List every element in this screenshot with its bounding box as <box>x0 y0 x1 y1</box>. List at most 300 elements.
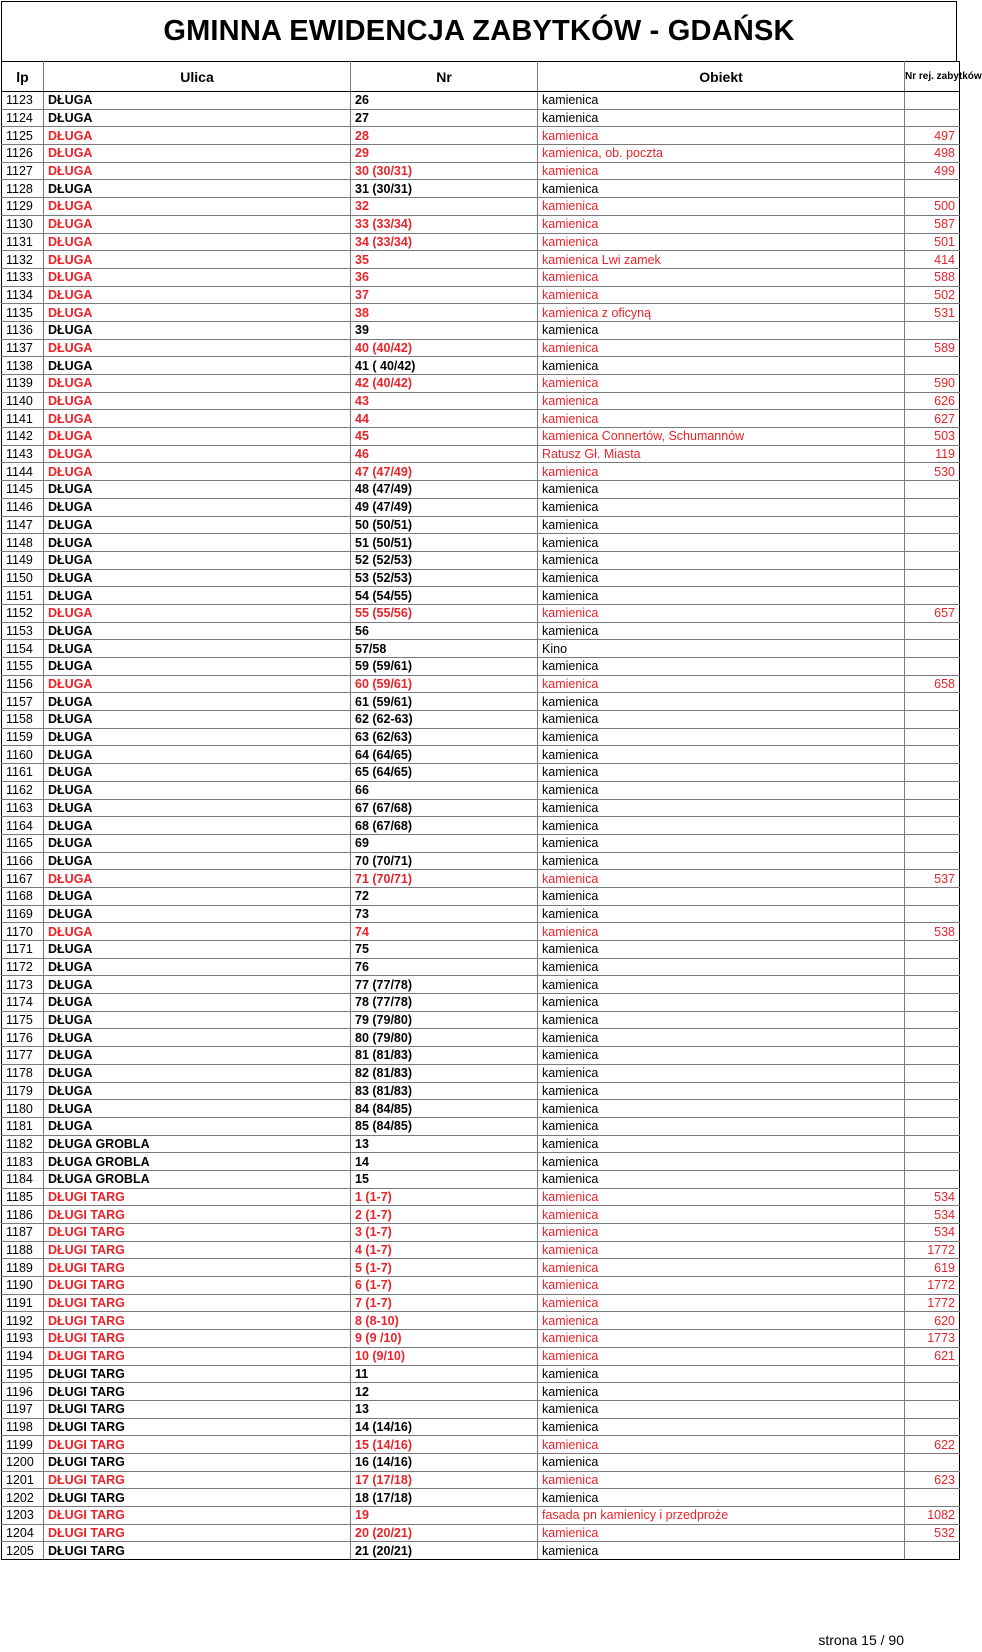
cell-nr-rej: 530 <box>905 463 960 481</box>
cell-nr-rej: 587 <box>905 215 960 233</box>
cell-nr-rej <box>905 180 960 198</box>
table-row <box>2 1064 960 1082</box>
cell-obiekt: kamienica <box>538 1117 905 1135</box>
table-row <box>2 923 960 941</box>
cell-nr-rej: 538 <box>905 923 960 941</box>
cell-lp: 1134 <box>2 286 44 304</box>
cell-lp: 1130 <box>2 215 44 233</box>
column-header-nr: Nr <box>351 62 538 92</box>
table-row <box>2 251 960 269</box>
cell-obiekt: kamienica <box>538 1436 905 1454</box>
cell-lp: 1205 <box>2 1542 44 1560</box>
cell-ulica: DŁUGA <box>44 569 351 587</box>
cell-ulica: DŁUGI TARG <box>44 1330 351 1348</box>
cell-lp: 1153 <box>2 622 44 640</box>
cell-obiekt: kamienica <box>538 1135 905 1153</box>
cell-nr-rej: 537 <box>905 870 960 888</box>
cell-obiekt: kamienica <box>538 286 905 304</box>
cell-nr-rej: 534 <box>905 1206 960 1224</box>
table-row <box>2 1170 960 1188</box>
cell-obiekt: kamienica Connertów, Schumannów <box>538 428 905 446</box>
cell-nr-rej <box>905 711 960 729</box>
cell-lp: 1144 <box>2 463 44 481</box>
cell-obiekt: kamienica <box>538 481 905 499</box>
table-row <box>2 1206 960 1224</box>
cell-nr: 85 (84/85) <box>351 1117 538 1135</box>
cell-nr: 41 ( 40/42) <box>351 357 538 375</box>
cell-ulica: DŁUGI TARG <box>44 1489 351 1507</box>
table-row <box>2 622 960 640</box>
cell-nr-rej <box>905 534 960 552</box>
cell-ulica: DŁUGA <box>44 870 351 888</box>
cell-nr: 38 <box>351 304 538 322</box>
cell-ulica: DŁUGA <box>44 304 351 322</box>
table-row <box>2 410 960 428</box>
cell-nr: 57/58 <box>351 640 538 658</box>
cell-obiekt: kamienica <box>538 958 905 976</box>
cell-nr-rej <box>905 1117 960 1135</box>
cell-ulica: DŁUGI TARG <box>44 1383 351 1401</box>
cell-ulica: DŁUGA <box>44 728 351 746</box>
cell-nr: 74 <box>351 923 538 941</box>
cell-nr: 21 (20/21) <box>351 1542 538 1560</box>
cell-lp: 1193 <box>2 1330 44 1348</box>
cell-nr-rej <box>905 887 960 905</box>
cell-obiekt: kamienica <box>538 1241 905 1259</box>
cell-ulica: DŁUGA <box>44 1082 351 1100</box>
cell-obiekt: kamienica <box>538 410 905 428</box>
cell-lp: 1160 <box>2 746 44 764</box>
table-row <box>2 1082 960 1100</box>
cell-nr-rej <box>905 1383 960 1401</box>
cell-obiekt: kamienica <box>538 534 905 552</box>
cell-obiekt: kamienica <box>538 498 905 516</box>
cell-nr: 60 (59/61) <box>351 675 538 693</box>
cell-obiekt: kamienica <box>538 1170 905 1188</box>
cell-obiekt: kamienica <box>538 357 905 375</box>
cell-ulica: DŁUGA <box>44 905 351 923</box>
cell-nr: 44 <box>351 410 538 428</box>
cell-nr: 13 <box>351 1135 538 1153</box>
cell-nr: 84 (84/85) <box>351 1100 538 1118</box>
cell-obiekt: kamienica <box>538 339 905 357</box>
cell-lp: 1164 <box>2 817 44 835</box>
cell-nr-rej <box>905 905 960 923</box>
cell-ulica: DŁUGI TARG <box>44 1365 351 1383</box>
cell-nr-rej: 531 <box>905 304 960 322</box>
table-row <box>2 198 960 216</box>
table-row <box>2 1400 960 1418</box>
cell-ulica: DŁUGI TARG <box>44 1241 351 1259</box>
cell-nr: 82 (81/83) <box>351 1064 538 1082</box>
cell-ulica: DŁUGA <box>44 587 351 605</box>
cell-nr-rej <box>905 958 960 976</box>
table-row <box>2 498 960 516</box>
cell-ulica: DŁUGI TARG <box>44 1418 351 1436</box>
cell-lp: 1125 <box>2 127 44 145</box>
cell-nr: 36 <box>351 268 538 286</box>
cell-nr: 49 (47/49) <box>351 498 538 516</box>
cell-ulica: DŁUGA <box>44 604 351 622</box>
cell-lp: 1126 <box>2 145 44 163</box>
cell-ulica: DŁUGA <box>44 498 351 516</box>
cell-lp: 1140 <box>2 392 44 410</box>
cell-nr: 45 <box>351 428 538 446</box>
cell-nr: 53 (52/53) <box>351 569 538 587</box>
cell-obiekt: kamienica <box>538 1542 905 1560</box>
cell-nr-rej <box>905 693 960 711</box>
cell-obiekt: kamienica <box>538 1347 905 1365</box>
table-row <box>2 834 960 852</box>
cell-ulica: DŁUGA <box>44 852 351 870</box>
cell-ulica: DŁUGA GROBLA <box>44 1170 351 1188</box>
cell-lp: 1166 <box>2 852 44 870</box>
cell-obiekt: kamienica, ob. poczta <box>538 145 905 163</box>
cell-obiekt: kamienica <box>538 941 905 959</box>
cell-nr: 48 (47/49) <box>351 481 538 499</box>
cell-nr: 34 (33/34) <box>351 233 538 251</box>
cell-nr: 9 (9 /10) <box>351 1330 538 1348</box>
cell-obiekt: kamienica <box>538 1206 905 1224</box>
cell-nr-rej: 589 <box>905 339 960 357</box>
cell-obiekt: kamienica <box>538 92 905 110</box>
cell-lp: 1178 <box>2 1064 44 1082</box>
table-row <box>2 764 960 782</box>
table-row <box>2 215 960 233</box>
cell-nr-rej <box>905 622 960 640</box>
cell-ulica: DŁUGA <box>44 251 351 269</box>
cell-obiekt: kamienica <box>538 1471 905 1489</box>
cell-nr-rej <box>905 781 960 799</box>
cell-obiekt: kamienica <box>538 1400 905 1418</box>
cell-nr-rej <box>905 1170 960 1188</box>
cell-obiekt: kamienica <box>538 516 905 534</box>
table-row <box>2 481 960 499</box>
cell-ulica: DŁUGA <box>44 923 351 941</box>
cell-lp: 1186 <box>2 1206 44 1224</box>
cell-nr-rej: 414 <box>905 251 960 269</box>
table-row <box>2 1153 960 1171</box>
cell-obiekt: Kino <box>538 640 905 658</box>
cell-lp: 1198 <box>2 1418 44 1436</box>
table-row <box>2 357 960 375</box>
cell-ulica: DŁUGA <box>44 516 351 534</box>
cell-lp: 1175 <box>2 1011 44 1029</box>
cell-nr-rej: 498 <box>905 145 960 163</box>
cell-obiekt: kamienica <box>538 198 905 216</box>
cell-ulica: DŁUGI TARG <box>44 1507 351 1525</box>
cell-lp: 1163 <box>2 799 44 817</box>
cell-nr-rej <box>905 994 960 1012</box>
cell-ulica: DŁUGA <box>44 834 351 852</box>
cell-nr: 83 (81/83) <box>351 1082 538 1100</box>
cell-ulica: DŁUGA <box>44 145 351 163</box>
cell-nr: 55 (55/56) <box>351 604 538 622</box>
cell-obiekt: Ratusz Gł. Miasta <box>538 445 905 463</box>
cell-ulica: DŁUGA GROBLA <box>44 1135 351 1153</box>
cell-obiekt: kamienica <box>538 215 905 233</box>
cell-ulica: DŁUGA <box>44 392 351 410</box>
cell-nr-rej <box>905 976 960 994</box>
cell-nr-rej: 619 <box>905 1259 960 1277</box>
cell-lp: 1137 <box>2 339 44 357</box>
cell-obiekt: kamienica <box>538 268 905 286</box>
cell-nr-rej <box>905 799 960 817</box>
cell-lp: 1135 <box>2 304 44 322</box>
cell-lp: 1196 <box>2 1383 44 1401</box>
cell-nr: 71 (70/71) <box>351 870 538 888</box>
cell-nr-rej: 500 <box>905 198 960 216</box>
cell-lp: 1150 <box>2 569 44 587</box>
table-row <box>2 1542 960 1560</box>
cell-nr-rej: 623 <box>905 1471 960 1489</box>
cell-obiekt: kamienica <box>538 321 905 339</box>
cell-nr-rej <box>905 834 960 852</box>
cell-nr: 52 (52/53) <box>351 551 538 569</box>
cell-nr: 30 (30/31) <box>351 162 538 180</box>
cell-nr-rej: 503 <box>905 428 960 446</box>
table-row <box>2 693 960 711</box>
cell-ulica: DŁUGI TARG <box>44 1312 351 1330</box>
cell-ulica: DŁUGA <box>44 445 351 463</box>
cell-lp: 1172 <box>2 958 44 976</box>
table-row <box>2 1489 960 1507</box>
cell-nr-rej <box>905 1153 960 1171</box>
cell-obiekt: kamienica <box>538 976 905 994</box>
cell-ulica: DŁUGA <box>44 1117 351 1135</box>
cell-nr: 39 <box>351 321 538 339</box>
cell-lp: 1199 <box>2 1436 44 1454</box>
cell-lp: 1124 <box>2 109 44 127</box>
cell-lp: 1158 <box>2 711 44 729</box>
cell-obiekt: kamienica <box>538 127 905 145</box>
cell-obiekt: kamienica <box>538 1029 905 1047</box>
cell-nr-rej <box>905 357 960 375</box>
cell-nr-rej: 1772 <box>905 1294 960 1312</box>
cell-nr-rej: 499 <box>905 162 960 180</box>
cell-lp: 1195 <box>2 1365 44 1383</box>
cell-ulica: DŁUGA <box>44 198 351 216</box>
cell-ulica: DŁUGA <box>44 534 351 552</box>
cell-nr: 50 (50/51) <box>351 516 538 534</box>
cell-nr: 80 (79/80) <box>351 1029 538 1047</box>
cell-ulica: DŁUGA <box>44 817 351 835</box>
cell-ulica: DŁUGA <box>44 463 351 481</box>
cell-lp: 1157 <box>2 693 44 711</box>
cell-obiekt: kamienica <box>538 392 905 410</box>
cell-lp: 1194 <box>2 1347 44 1365</box>
table-row <box>2 587 960 605</box>
table-row <box>2 463 960 481</box>
table-row <box>2 1100 960 1118</box>
cell-nr-rej <box>905 764 960 782</box>
table-row <box>2 1418 960 1436</box>
table-row <box>2 1277 960 1295</box>
table-row <box>2 799 960 817</box>
cell-obiekt: kamienica <box>538 887 905 905</box>
table-row <box>2 1259 960 1277</box>
cell-lp: 1191 <box>2 1294 44 1312</box>
cell-ulica: DŁUGI TARG <box>44 1224 351 1242</box>
cell-nr: 10 (9/10) <box>351 1347 538 1365</box>
cell-lp: 1185 <box>2 1188 44 1206</box>
cell-ulica: DŁUGA <box>44 799 351 817</box>
cell-ulica: DŁUGA GROBLA <box>44 1153 351 1171</box>
table-row <box>2 941 960 959</box>
table-row <box>2 339 960 357</box>
cell-nr: 43 <box>351 392 538 410</box>
cell-ulica: DŁUGI TARG <box>44 1400 351 1418</box>
cell-nr-rej: 497 <box>905 127 960 145</box>
column-header-ulica: Ulica <box>44 62 351 92</box>
cell-nr: 73 <box>351 905 538 923</box>
table-row <box>2 1507 960 1525</box>
cell-nr: 64 (64/65) <box>351 746 538 764</box>
cell-nr: 81 (81/83) <box>351 1047 538 1065</box>
cell-obiekt: kamienica <box>538 675 905 693</box>
cell-nr-rej: 502 <box>905 286 960 304</box>
cell-nr: 42 (40/42) <box>351 375 538 393</box>
cell-lp: 1180 <box>2 1100 44 1118</box>
cell-nr: 70 (70/71) <box>351 852 538 870</box>
cell-nr: 63 (62/63) <box>351 728 538 746</box>
cell-ulica: DŁUGA <box>44 958 351 976</box>
cell-lp: 1202 <box>2 1489 44 1507</box>
cell-lp: 1189 <box>2 1259 44 1277</box>
cell-ulica: DŁUGA <box>44 268 351 286</box>
cell-obiekt: kamienica <box>538 781 905 799</box>
column-header-lp: lp <box>2 62 44 92</box>
cell-ulica: DŁUGA <box>44 746 351 764</box>
cell-lp: 1151 <box>2 587 44 605</box>
cell-ulica: DŁUGA <box>44 339 351 357</box>
cell-nr: 54 (54/55) <box>351 587 538 605</box>
cell-nr: 78 (77/78) <box>351 994 538 1012</box>
cell-lp: 1192 <box>2 1312 44 1330</box>
cell-lp: 1128 <box>2 180 44 198</box>
cell-nr-rej: 532 <box>905 1524 960 1542</box>
cell-ulica: DŁUGA <box>44 428 351 446</box>
cell-nr-rej: 501 <box>905 233 960 251</box>
cell-lp: 1177 <box>2 1047 44 1065</box>
cell-nr: 6 (1-7) <box>351 1277 538 1295</box>
cell-nr: 68 (67/68) <box>351 817 538 835</box>
cell-nr-rej <box>905 1365 960 1383</box>
table-row <box>2 1011 960 1029</box>
cell-nr-rej <box>905 728 960 746</box>
cell-obiekt: kamienica <box>538 463 905 481</box>
cell-lp: 1201 <box>2 1471 44 1489</box>
cell-nr: 72 <box>351 887 538 905</box>
cell-ulica: DŁUGI TARG <box>44 1524 351 1542</box>
cell-lp: 1123 <box>2 92 44 110</box>
table-row <box>2 852 960 870</box>
cell-obiekt: fasada pn kamienicy i przedproże <box>538 1507 905 1525</box>
cell-nr-rej <box>905 1029 960 1047</box>
cell-nr: 69 <box>351 834 538 852</box>
table-row <box>2 781 960 799</box>
cell-nr-rej <box>905 1047 960 1065</box>
table-row <box>2 746 960 764</box>
cell-obiekt: kamienica <box>538 1489 905 1507</box>
table-row <box>2 1524 960 1542</box>
cell-nr: 65 (64/65) <box>351 764 538 782</box>
cell-nr-rej <box>905 852 960 870</box>
cell-obiekt: kamienica <box>538 817 905 835</box>
cell-nr-rej: 627 <box>905 410 960 428</box>
cell-ulica: DŁUGA <box>44 1011 351 1029</box>
cell-nr: 51 (50/51) <box>351 534 538 552</box>
cell-nr-rej <box>905 321 960 339</box>
cell-nr: 19 <box>351 1507 538 1525</box>
column-header-nr-rej: Nr rej. zabytków <box>905 62 960 92</box>
cell-nr: 40 (40/42) <box>351 339 538 357</box>
cell-nr: 56 <box>351 622 538 640</box>
cell-lp: 1165 <box>2 834 44 852</box>
cell-lp: 1139 <box>2 375 44 393</box>
cell-lp: 1167 <box>2 870 44 888</box>
table-row <box>2 1312 960 1330</box>
cell-ulica: DŁUGA <box>44 622 351 640</box>
cell-obiekt: kamienica <box>538 905 905 923</box>
cell-ulica: DŁUGA <box>44 215 351 233</box>
cell-ulica: DŁUGI TARG <box>44 1436 351 1454</box>
cell-nr-rej <box>905 1082 960 1100</box>
cell-nr: 4 (1-7) <box>351 1241 538 1259</box>
table-row <box>2 569 960 587</box>
cell-ulica: DŁUGA <box>44 180 351 198</box>
cell-lp: 1136 <box>2 321 44 339</box>
cell-ulica: DŁUGA <box>44 162 351 180</box>
cell-obiekt: kamienica <box>538 1383 905 1401</box>
cell-ulica: DŁUGI TARG <box>44 1277 351 1295</box>
table-row <box>2 958 960 976</box>
cell-nr-rej <box>905 1100 960 1118</box>
cell-nr: 14 <box>351 1153 538 1171</box>
table-row <box>2 109 960 127</box>
cell-obiekt: kamienica <box>538 551 905 569</box>
cell-obiekt: kamienica <box>538 109 905 127</box>
cell-ulica: DŁUGI TARG <box>44 1259 351 1277</box>
table-row <box>2 1365 960 1383</box>
monuments-table <box>1 61 982 1560</box>
table-row <box>2 1029 960 1047</box>
cell-nr-rej <box>905 1064 960 1082</box>
cell-lp: 1168 <box>2 887 44 905</box>
cell-obiekt: kamienica <box>538 1418 905 1436</box>
cell-lp: 1200 <box>2 1453 44 1471</box>
cell-lp: 1146 <box>2 498 44 516</box>
cell-nr-rej <box>905 92 960 110</box>
table-row <box>2 1294 960 1312</box>
table-row <box>2 1453 960 1471</box>
cell-obiekt: kamienica <box>538 711 905 729</box>
cell-obiekt: kamienica <box>538 923 905 941</box>
cell-ulica: DŁUGA <box>44 233 351 251</box>
cell-ulica: DŁUGA <box>44 410 351 428</box>
cell-lp: 1174 <box>2 994 44 1012</box>
cell-nr: 32 <box>351 198 538 216</box>
table-row <box>2 658 960 676</box>
cell-obiekt: kamienica <box>538 1312 905 1330</box>
cell-nr: 31 (30/31) <box>351 180 538 198</box>
cell-lp: 1184 <box>2 1170 44 1188</box>
table-row <box>2 516 960 534</box>
cell-lp: 1152 <box>2 604 44 622</box>
table-row <box>2 1436 960 1454</box>
cell-lp: 1197 <box>2 1400 44 1418</box>
cell-nr-rej <box>905 481 960 499</box>
